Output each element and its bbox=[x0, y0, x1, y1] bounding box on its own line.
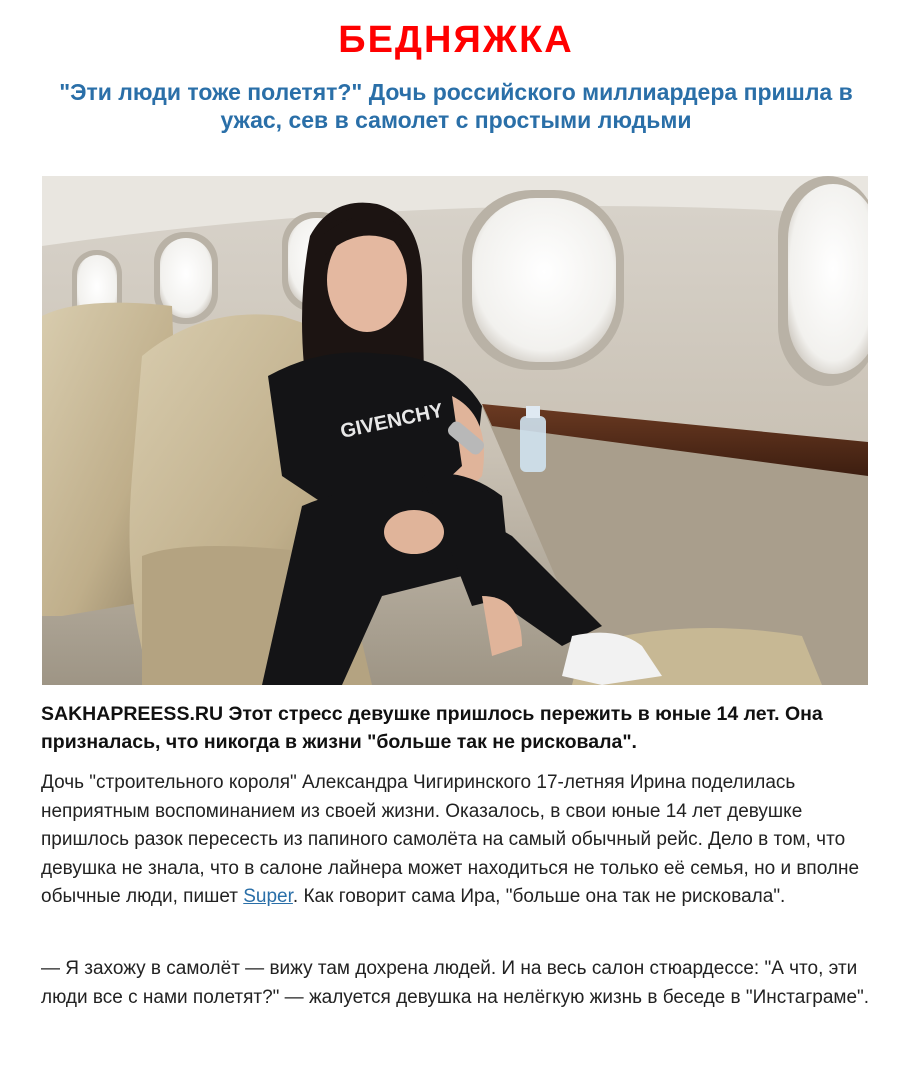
lead-text: Этот стресс девушке пришлось пережить в юные 14 лет. Она призналась, что никогда в жизни "больше так не рисковала". bbox=[41, 703, 823, 753]
shirt-print: GIVENCHY bbox=[338, 399, 446, 443]
article-photo bbox=[42, 176, 868, 685]
source-name: SAKHAPREESS.RU bbox=[41, 703, 224, 725]
article-headline: "Эти люди тоже полетят?" Дочь российского миллиардера пришла в ужас, сев в самолет с простыми людьми bbox=[59, 79, 853, 133]
paragraph-2: — Я захожу в самолёт — вижу там дохрена людей. И на весь салон стюардессе: "А что, эти люди все с нами полетят?" — жалуется девушка на нелёгкую жизнь в беседе в "Инстаграме". bbox=[41, 958, 870, 1008]
paragraph-1 bbox=[41, 769, 871, 912]
article-lead bbox=[41, 700, 861, 756]
paragraph-1-text: Дочь "строительного короля" Александра Чигиринского 17-летняя Ирина поделилась неприятным воспоминанием из своей жизни. Оказалось, в свои юные 14 лет девушке пришлось разок пересесть из папиного самолёта на самый обычный рейс. Дело в том, что девушка не знала, что в салоне лайнера может находиться не только её семья, но и вполне обычные люди, пишет bbox=[41, 772, 860, 907]
super-link[interactable]: Super bbox=[243, 886, 293, 907]
topic-label: БЕДНЯЖКА bbox=[338, 19, 574, 61]
paragraph-1-tail: . Как говорит сама Ира, "больше она так не рисковала". bbox=[292, 886, 786, 907]
